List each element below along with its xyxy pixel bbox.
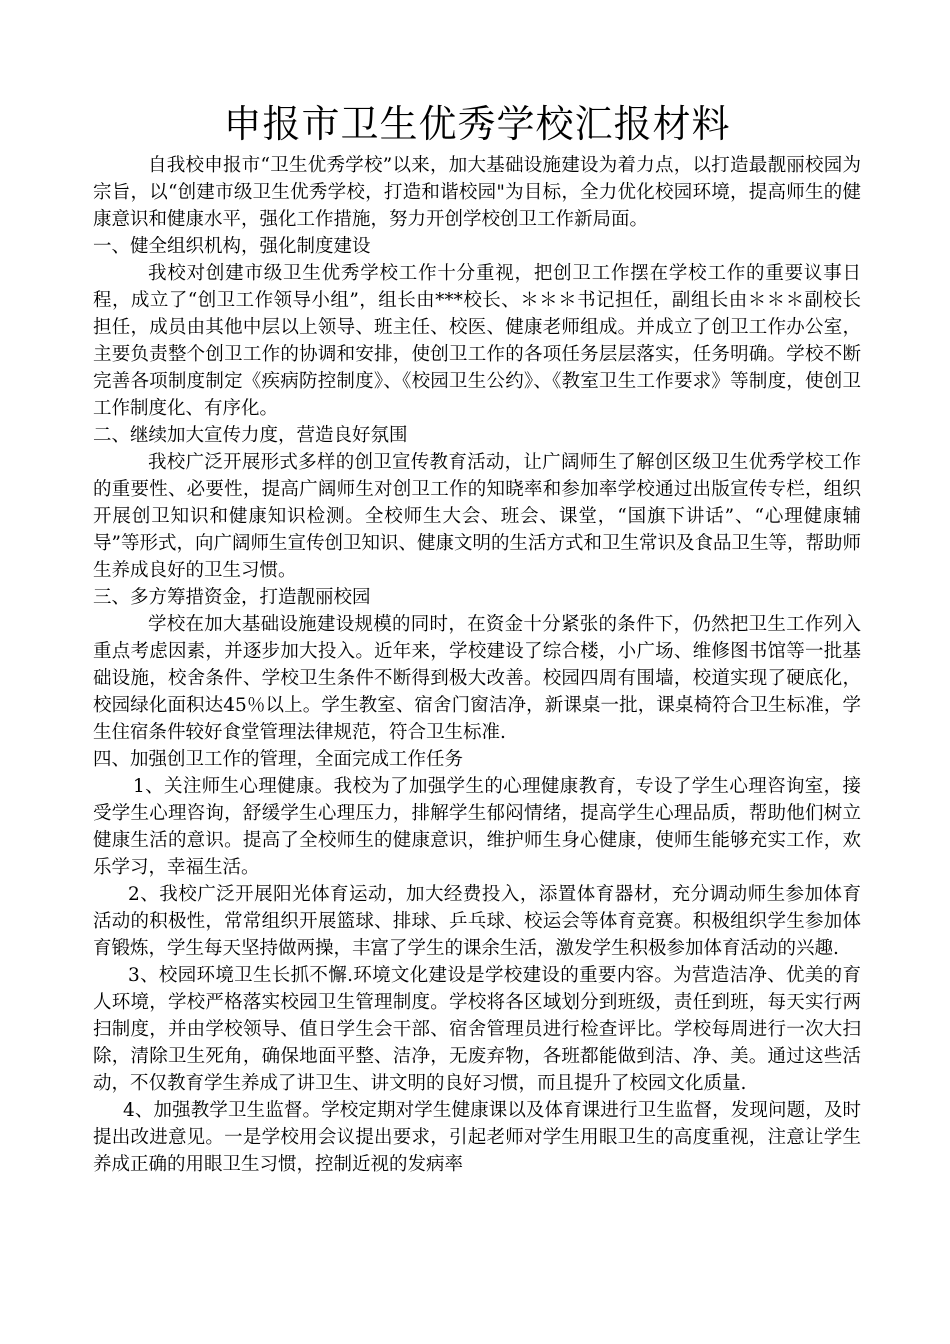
section-4-item-3: 3、校园环境卫生长抓不懈.环境文化建设是学校建设的重要内容。为营造洁净、优美的育人环境，学校严格落实校园卫生管理制度。学校将各区域划分到班级，责任到班，每天实行两扫制度，并由学校领导、值日学生会干部、宿舍管理员进行检查评比。学校每周进行一次大扫除，清除卫生死角，确保地面平整、洁净，无废弃物，各班都能做到洁、净、美。通过这些活动，不仅教育学生养成了讲卫生、讲文明的良好习惯，而且提升了校园文化质量. <box>93 965 861 1094</box>
document-title: 申报市卫生优秀学校汇报材料 <box>223 102 731 146</box>
section-heading-1: 一、健全组织机构，强化制度建设 <box>93 236 371 257</box>
section-4-item-4: 4、加强教学卫生监督。学校定期对学生健康课以及体育课进行卫生监督，发现问题，及时提出改进意见。一是学校用会议提出要求，引起老师对学生用眼卫生的高度重视，注意让学生养成正确的用眼卫生习惯，控制近视的发病率 <box>93 1100 861 1175</box>
section-heading-2: 二、继续加大宣传力度，营造良好氛围 <box>93 425 408 446</box>
section-2-paragraph: 我校广泛开展形式多样的创卫宣传教育活动，让广阔师生了解创区级卫生优秀学校工作的重要性、必要性，提高广阔师生对创卫工作的知晓率和参加率学校通过出版宣传专栏，组织开展创卫知识和健康知识检测。全校师生大会、班会、课堂，“国旗下讲话”、“心理健康辅导”等形式，向广阔师生宣传创卫知识、健康文明的生活方式和卫生常识及食品卫生等，帮助师生养成良好的卫生习惯。 <box>93 452 861 581</box>
document-body <box>93 96 861 1178</box>
section-1-paragraph: 我校对创建市级卫生优秀学校工作十分重视，把创卫工作摆在学校工作的重要议事日程，成立了“创卫工作领导小组”，组长由***校长、＊＊＊书记担任，副组长由＊＊＊副校长担任，成员由其他中层以上领导、班主任、校医、健康老师组成。并成立了创卫工作办公室，主要负责整个创卫工作的协调和安排，使创卫工作的各项任务层层落实，任务明确。学校不断完善各项制度制定《疾病防控制度》、《校园卫生公约》、《教室卫生工作要求》等制度，使创卫工作制度化、有序化。 <box>93 263 861 419</box>
section-4-item-2: 2、我校广泛开展阳光体育运动，加大经费投入，添置体育器材，充分调动师生参加体育活动的积极性，常常组织开展篮球、排球、乒乓球、校运会等体育竞赛。积极组织学生参加体育锻炼，学生每天坚持做两操，丰富了学生的课余生活，激发学生积极参加体育活动的兴趣. <box>93 884 861 959</box>
intro-paragraph: 自我校申报市“卫生优秀学校”以来，加大基础设施建设为着力点，以打造最靓丽校园为宗旨，以“创建市级卫生优秀学校，打造和谐校园"为目标，全力优化校园环境，提高师生的健康意识和健康水平，强化工作措施，努力开创学校创卫工作新局面。 <box>93 155 861 230</box>
section-4-item-1: 1、关注师生心理健康。我校为了加强学生的心理健康教育，专设了学生心理咨询室，接受学生心理咨询，舒缓学生心理压力，排解学生郁闷情绪，提高学生心理品质，帮助他们树立健康生活的意识。提高了全校师生的健康意识，维护师生身心健康，使师生能够充实工作，欢乐学习，幸福生活。 <box>93 776 861 878</box>
section-heading-4: 四、加强创卫工作的管理，全面完成工作任务 <box>93 749 464 770</box>
section-3-paragraph: 学校在加大基础设施建设规模的同时，在资金十分紧张的条件下，仍然把卫生工作列入重点考虑因素，并逐步加大投入。近年来，学校建设了综合楼，小广场、维修图书馆等一批基础设施，校舍条件、学校卫生条件不断得到极大改善。校园四周有围墙，校道实现了硬底化，校园绿化面积达45％以上。学生教室、宿舍门窗洁净，新课桌一批，课桌椅符合卫生标准，学生住宿条件较好食堂管理法律规范，符合卫生标准. <box>93 614 861 743</box>
section-heading-3: 三、多方筹措资金，打造靓丽校园 <box>93 587 371 608</box>
